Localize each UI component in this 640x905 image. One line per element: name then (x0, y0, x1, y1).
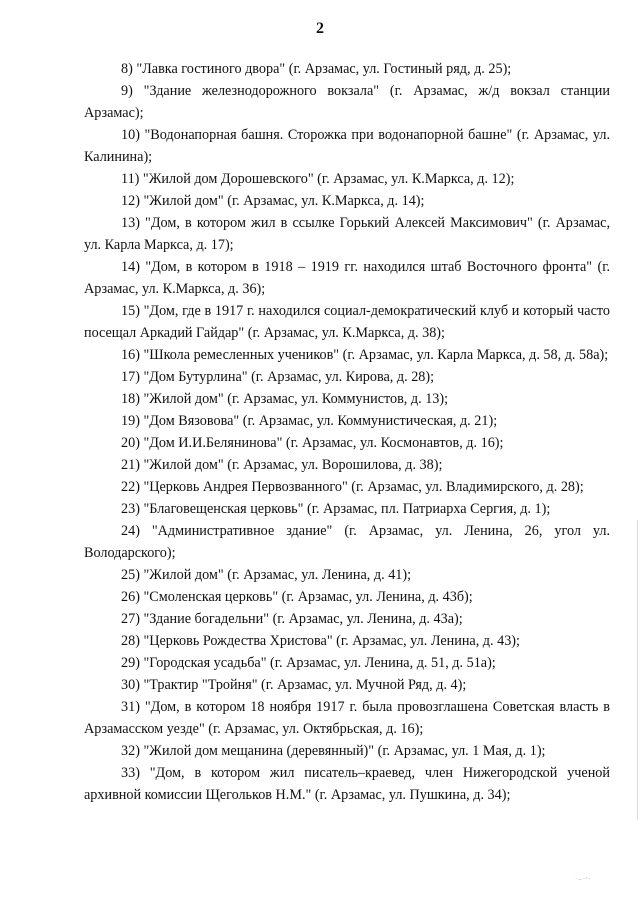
list-item: 11) "Жилой дом Дорошевского" (г. Арзамас, ул. К.Маркса, д. 12); (121, 171, 515, 187)
scan-mark: ·–·ʳ· (574, 875, 592, 883)
list-item: 13) "Дом, в котором жил в ссылке Горький Алексей Максимович" (г. Арзамас, ул. Карла Маркса, д. 17); (84, 215, 610, 253)
list-item: 32) "Жилой дом мещанина (деревянный)" (г. Арзамас, ул. 1 Мая, д. 1); (121, 743, 546, 759)
list-item: 31) "Дом, в котором 18 ноября 1917 г. была провозглашена Советская власть в Арзамасском уезде" (г. Арзамас, ул. Октябрьская, д. 16); (84, 699, 610, 737)
list-item: 25) "Жилой дом" (г. Арзамас, ул. Ленина, д. 41); (121, 567, 412, 583)
list-item: 10) "Водонапорная башня. Сторожка при водонапорной башне" (г. Арзамас, ул. Калинина); (84, 127, 610, 165)
list-item: 19) "Дом Вязовова" (г. Арзамас, ул. Коммунистическая, д. 21); (121, 413, 498, 429)
list-item: 24) "Административное здание" (г. Арзамас, ул. Ленина, 26, угол ул. Володарского); (84, 523, 610, 561)
page-number: 2 (316, 20, 324, 37)
scan-edge-line (637, 520, 638, 820)
list-item: 8) "Лавка гостиного двора" (г. Арзамас, ул. Гостиный ряд, д. 25); (121, 61, 512, 77)
list-item: 26) "Смоленская церковь" (г. Арзамас, ул. Ленина, д. 43б); (121, 589, 473, 605)
list-item: 21) "Жилой дом" (г. Арзамас, ул. Ворошилова, д. 38); (121, 457, 443, 473)
heritage-list (84, 58, 610, 806)
list-item: 28) "Церковь Рождества Христова" (г. Арзамас, ул. Ленина, д. 43); (121, 633, 520, 649)
list-item: 9) "Здание железнодорожного вокзала" (г. Арзамас, ж/д вокзал станции Арзамас); (84, 83, 610, 121)
list-item: 20) "Дом И.И.Белянинова" (г. Арзамас, ул. Космонавтов, д. 16); (121, 435, 504, 451)
list-item: 12) "Жилой дом" (г. Арзамас, ул. К.Маркса, д. 14); (121, 193, 425, 209)
list-item: 17) "Дом Бутурлина" (г. Арзамас, ул. Кирова, д. 28); (121, 369, 435, 385)
list-item: 30) "Трактир "Тройня" (г. Арзамас, ул. Мучной Ряд, д. 4); (121, 677, 467, 693)
list-item: 18) "Жилой дом" (г. Арзамас, ул. Коммунистов, д. 13); (121, 391, 449, 407)
list-item: 15) "Дом, где в 1917 г. находился социал-демократический клуб и который часто посещал Аркадий Гайдар" (г. Арзамас, ул. К.Маркса, д. 38); (84, 303, 610, 341)
list-item: 22) "Церковь Андрея Первозванного" (г. Арзамас, ул. Владимирского, д. 28); (121, 479, 584, 495)
list-item: 27) "Здание богадельни" (г. Арзамас, ул. Ленина, д. 43а); (121, 611, 463, 627)
list-item: 14) "Дом, в котором в 1918 – 1919 гг. находился штаб Восточного фронта" (г. Арзамас, ул. К.Маркса, д. 36); (84, 259, 610, 297)
list-item: 16) "Школа ремесленных учеников" (г. Арзамас, ул. Карла Маркса, д. 58, д. 58а); (121, 347, 609, 363)
list-item: 23) "Благовещенская церковь" (г. Арзамас, пл. Патриарха Сергия, д. 1); (121, 501, 551, 517)
list-item: 33) "Дом, в котором жил писатель–краевед, член Нижегородской ученой архивной комиссии Щегольков Н.М." (г. Арзамас, ул. Пушкина, д. 34); (84, 765, 610, 803)
list-item: 29) "Городская усадьба" (г. Арзамас, ул. Ленина, д. 51, д. 51а); (121, 655, 496, 671)
